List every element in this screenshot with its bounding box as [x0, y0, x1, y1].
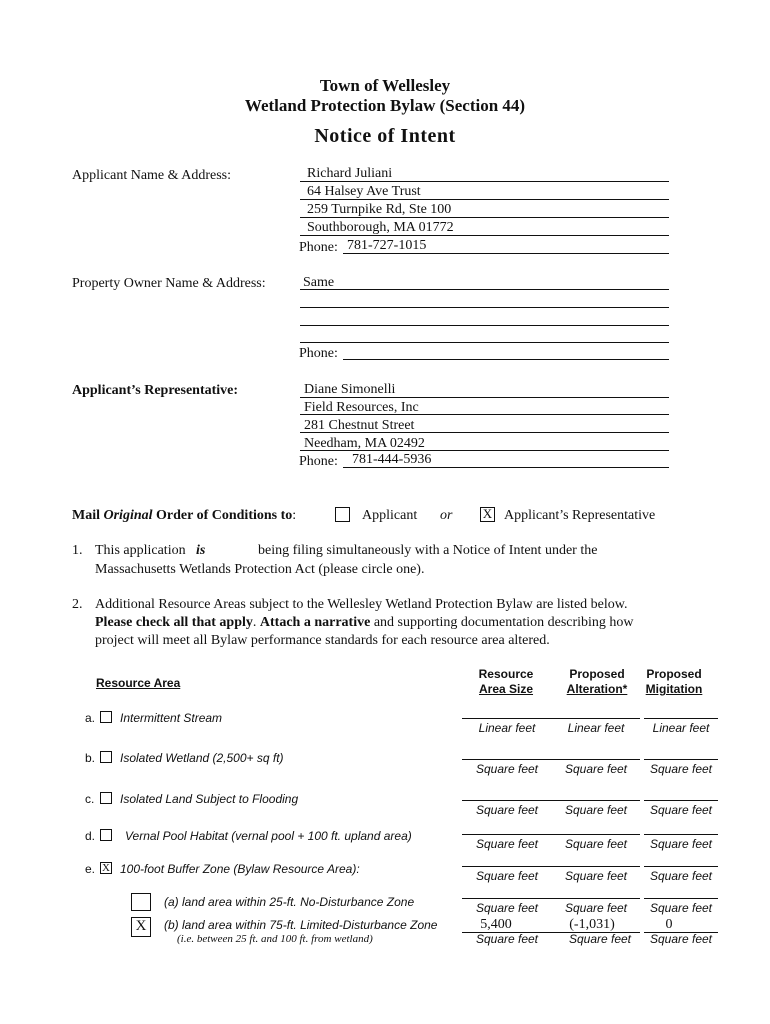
row-d-c1-unit: Square feet	[475, 837, 539, 851]
item2-line2	[95, 615, 634, 631]
row-b-checkbox[interactable]	[100, 751, 112, 763]
row-d-c3-unit: Square feet	[649, 837, 713, 851]
row-a-c2-unit: Linear feet	[567, 721, 625, 735]
row-e-check: X	[102, 862, 110, 874]
row-a-c2-line[interactable]	[552, 718, 640, 719]
sub-a-c3-line[interactable]	[644, 898, 718, 899]
row-b-c1-line[interactable]	[462, 759, 552, 760]
row-e-c3-line[interactable]	[644, 866, 718, 867]
row-a-label: Intermittent Stream	[120, 711, 223, 725]
owner-name: Same	[303, 275, 335, 290]
item2-line1: Additional Resource Areas subject to the Wellesley Wetland Protection Bylaw are listed below.	[95, 597, 628, 612]
owner-label: Property Owner Name & Address:	[72, 276, 266, 291]
mail-order-label-italic: Original	[103, 508, 153, 523]
owner-line-4[interactable]	[300, 342, 669, 343]
rep-address-3: Needham, MA 02492	[304, 436, 425, 451]
sub-a-c2-unit: Square feet	[564, 901, 628, 915]
row-d-c1-line[interactable]	[462, 834, 552, 835]
item1-line2: Massachusetts Wetlands Protection Act (please circle one).	[95, 562, 425, 577]
row-d-checkbox[interactable]	[100, 829, 112, 841]
row-d-c2-line[interactable]	[552, 834, 640, 835]
mail-representative-label: Applicant’s Representative	[504, 508, 656, 523]
mail-order-colon: :	[292, 508, 297, 523]
representative-label: Applicant’s Representative:	[72, 383, 239, 398]
header-bylaw: Wetland Protection Bylaw (Section 44)	[244, 96, 526, 115]
sub-a-label: (a) land area within 25-ft. No-Disturbance Zone	[164, 895, 415, 909]
mail-representative-checkbox[interactable]	[480, 507, 495, 522]
row-a-checkbox[interactable]	[100, 711, 112, 723]
col-header-area-size-2: Area Size	[478, 682, 534, 696]
row-b-c3-unit: Square feet	[649, 762, 713, 776]
mail-applicant-checkbox[interactable]	[335, 507, 350, 522]
col-header-area-size-1: Resource	[478, 667, 534, 681]
item1-number: 1.	[72, 543, 83, 558]
row-a-c1-unit: Linear feet	[478, 721, 536, 735]
item2-rest: and supporting documentation describing how	[370, 615, 634, 630]
owner-phone-line[interactable]	[343, 359, 669, 360]
mail-or: or	[440, 508, 453, 523]
owner-line-3[interactable]	[300, 325, 669, 326]
row-c-checkbox[interactable]	[100, 792, 112, 804]
owner-line-2[interactable]	[300, 307, 669, 308]
col-header-alteration-2: Alteration*	[566, 682, 628, 696]
row-a-c1-line[interactable]	[462, 718, 552, 719]
sub-b-mitigation-value[interactable]: 0	[665, 917, 673, 932]
row-c-c3-unit: Square feet	[649, 803, 713, 817]
col-header-mitigation-1: Proposed	[646, 667, 702, 681]
sub-a-c2-line[interactable]	[552, 898, 640, 899]
row-b-label: Isolated Wetland (2,500+ sq ft)	[120, 751, 284, 765]
sub-b-c1-unit: Square feet	[475, 932, 539, 946]
row-e-c2-line[interactable]	[552, 866, 640, 867]
row-b-c2-line[interactable]	[552, 759, 640, 760]
item2-number: 2.	[72, 597, 83, 612]
row-b-c1-unit: Square feet	[475, 762, 539, 776]
sub-b-c2-unit: Square feet	[568, 932, 632, 946]
row-b-c3-line[interactable]	[644, 759, 718, 760]
owner-phone-label: Phone:	[299, 346, 338, 361]
rep-address-2: 281 Chestnut Street	[304, 418, 415, 433]
row-d-letter: d.	[85, 829, 96, 843]
applicant-address-2: 259 Turnpike Rd, Ste 100	[307, 202, 452, 217]
sub-b-note: (i.e. between 25 ft. and 100 ft. from wetland)	[177, 933, 373, 945]
applicant-address-1: 64 Halsey Ave Trust	[307, 184, 421, 199]
row-c-c2-line[interactable]	[552, 800, 640, 801]
applicant-address-3: Southborough, MA 01772	[307, 220, 454, 235]
mail-order-label-post: Order of Conditions to	[152, 508, 293, 523]
item1-text-post: being filing simultaneously with a Notice of Intent under the	[258, 543, 598, 558]
item1-text-pre: This application	[95, 543, 186, 558]
row-a-c3-line[interactable]	[644, 718, 718, 719]
sub-a-c1-unit: Square feet	[475, 901, 539, 915]
sub-b-check: X	[135, 918, 147, 934]
row-e-c3-unit: Square feet	[649, 869, 713, 883]
item2-bold-1: Please check all that apply	[95, 615, 253, 630]
sub-b-checkbox[interactable]	[131, 917, 151, 937]
applicant-phone: 781-727-1015	[347, 238, 427, 253]
sub-b-c3-unit: Square feet	[649, 932, 713, 946]
row-d-label: Vernal Pool Habitat (vernal pool + 100 ft. upland area)	[125, 829, 412, 843]
row-d-c2-unit: Square feet	[564, 837, 628, 851]
applicant-phone-label: Phone:	[299, 240, 338, 255]
row-e-label: 100-foot Buffer Zone (Bylaw Resource Area):	[120, 862, 360, 876]
item1-is[interactable]: is	[196, 543, 206, 558]
mail-order-label	[72, 508, 296, 524]
col-header-mitigation	[642, 667, 706, 697]
row-d-c3-line[interactable]	[644, 834, 718, 835]
row-c-c3-line[interactable]	[644, 800, 718, 801]
row-c-letter: c.	[85, 792, 95, 806]
applicant-name: Richard Juliani	[307, 166, 393, 181]
mail-representative-check: X	[482, 506, 493, 521]
rep-phone-label: Phone:	[299, 454, 338, 469]
applicant-label: Applicant Name & Address:	[72, 168, 232, 183]
row-a-c3-unit: Linear feet	[652, 721, 710, 735]
col-header-alteration-1: Proposed	[569, 667, 625, 681]
col-header-area-size	[460, 667, 552, 697]
owner-line-1[interactable]	[300, 289, 669, 290]
row-c-c1-unit: Square feet	[475, 803, 539, 817]
sub-b-alteration-value[interactable]: (-1,031)	[569, 917, 615, 932]
row-e-c2-unit: Square feet	[564, 869, 628, 883]
sub-a-c1-line[interactable]	[462, 898, 552, 899]
sub-a-c3-unit: Square feet	[649, 901, 713, 915]
col-header-resource-area: Resource Area	[96, 676, 181, 690]
rep-phone: 781-444-5936	[352, 452, 432, 467]
row-b-letter: b.	[85, 751, 96, 765]
page-title: Notice of Intent	[314, 125, 456, 147]
col-header-alteration	[552, 667, 642, 697]
row-c-c1-line[interactable]	[462, 800, 552, 801]
row-a-letter: a.	[85, 711, 96, 725]
mail-applicant-label: Applicant	[362, 508, 418, 523]
header-town: Town of Wellesley	[319, 76, 451, 95]
row-b-c2-unit: Square feet	[564, 762, 628, 776]
rep-address-1: Field Resources, Inc	[304, 400, 419, 415]
item2-bold-2: Attach a narrative	[259, 615, 371, 630]
row-c-label: Isolated Land Subject to Flooding	[120, 792, 299, 806]
item2-line3: project will meet all Bylaw performance standards for each resource area altered.	[95, 633, 550, 648]
row-e-letter: e.	[85, 862, 96, 876]
row-e-checkbox[interactable]	[100, 862, 112, 874]
rep-name: Diane Simonelli	[304, 382, 396, 397]
sub-b-label: (b) land area within 75-ft. Limited-Disturbance Zone	[164, 918, 438, 932]
col-header-mitigation-2: Migitation	[645, 682, 703, 696]
row-e-c1-line[interactable]	[462, 866, 552, 867]
sub-a-checkbox[interactable]	[131, 893, 151, 911]
row-c-c2-unit: Square feet	[564, 803, 628, 817]
sub-b-area-size-value[interactable]: 5,400	[480, 917, 512, 932]
item2-mid: .	[252, 615, 260, 630]
row-e-c1-unit: Square feet	[475, 869, 539, 883]
mail-order-label-pre: Mail	[72, 508, 104, 523]
